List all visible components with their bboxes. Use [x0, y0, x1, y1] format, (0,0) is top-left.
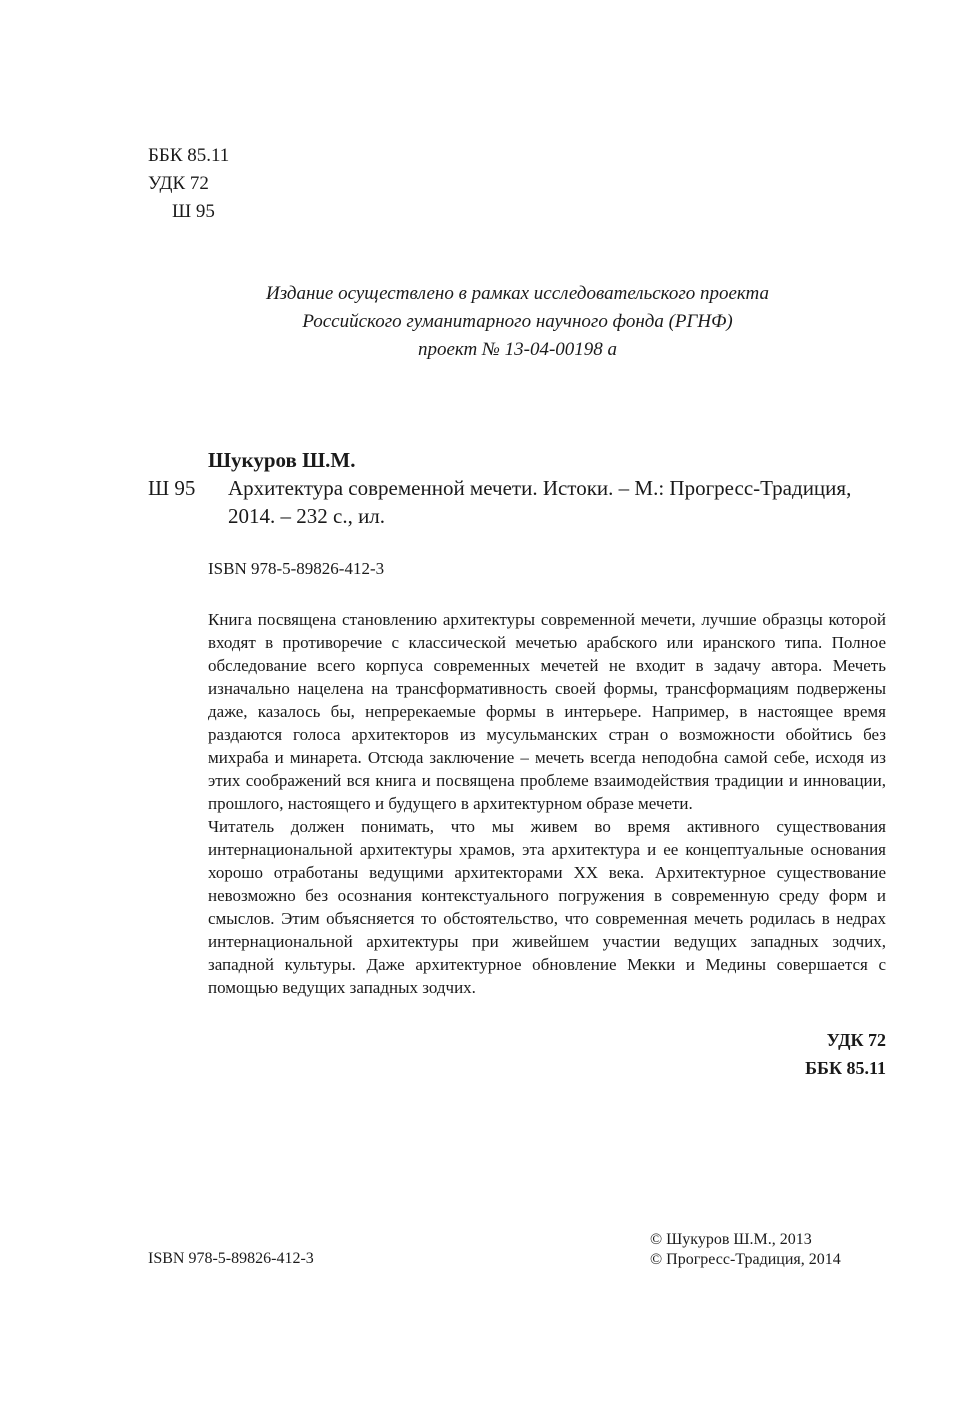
abstract-paragraph-2: Читатель должен понимать, что мы живем во время активного существования интернациональной архитектуры храмов, эта архитектура и ее концептуальные основания хорошо отработаны ведущими архитекторами XX века. Архитектурное существование невозможно без осознания контекстуального погружения в современную среду форм и смыслов. Этим объясняется то обстоятельство, что современная мечеть родилась в недрах интернациональной архитектуры при живейшем участии ведущих западных зодчих, западной культуры. Даже архитектурное обновление Мекки и Медины совершается с помощью ведущих западных зодчих. [208, 817, 886, 997]
author-sign: Ш 95 [148, 476, 196, 500]
funding-note-line-1: Издание осуществлено в рамках исследовательского проекта [265, 283, 770, 304]
funding-note-line-3: проект № 13-04-00198 а [417, 339, 618, 360]
copyright-author: © Шукуров Ш.М., 2013 [650, 1231, 812, 1248]
isbn-top: ISBN 978-5-89826-412-3 [208, 559, 385, 578]
author-name: Шукуров Ш.М. [208, 448, 356, 472]
udk-code-top: УДК 72 [148, 173, 209, 194]
udk-code-right: УДК 72 [826, 1030, 886, 1050]
bibliographic-entry: Архитектура современной мечети. Истоки. – М.: Прогресс-Традиция, 2014. – 232 с., ил. [228, 476, 852, 528]
bbk-code-top: ББК 85.11 [148, 145, 230, 166]
funding-note-line-2: Российского гуманитарного научного фонда (РГНФ) [302, 311, 733, 332]
bbk-code-right: ББК 85.11 [805, 1058, 886, 1078]
abstract [208, 608, 886, 999]
abstract-paragraph-1: Книга посвящена становлению архитектуры современной мечети, лучшие образцы которой входят в противоречие с классической мечетью арабского или иранского типа. Полное обследование всего корпуса современных мечетей не входит в задачу автора. Мечеть изначально нацелена на трансформативность своей формы, трансформациям подвержены даже, казалось бы, непререкаемые формы в интерьере. Например, в настоящее время раздаются голоса архитекторов из мусульманских стран о возможности обойтись без михраба и минарета. Отсюда заключение – мечеть всегда неподобна самой себе, исходя из этих соображений вся книга и посвящена проблеме взаимодействия традиции и инновации, прошлого, настоящего и будущего в архитектурном образе мечети. [208, 610, 886, 813]
author-sign-top: Ш 95 [172, 201, 215, 222]
isbn-bottom: ISBN 978-5-89826-412-3 [148, 1250, 314, 1267]
copyright-publisher: © Прогресс-Традиция, 2014 [650, 1251, 841, 1268]
